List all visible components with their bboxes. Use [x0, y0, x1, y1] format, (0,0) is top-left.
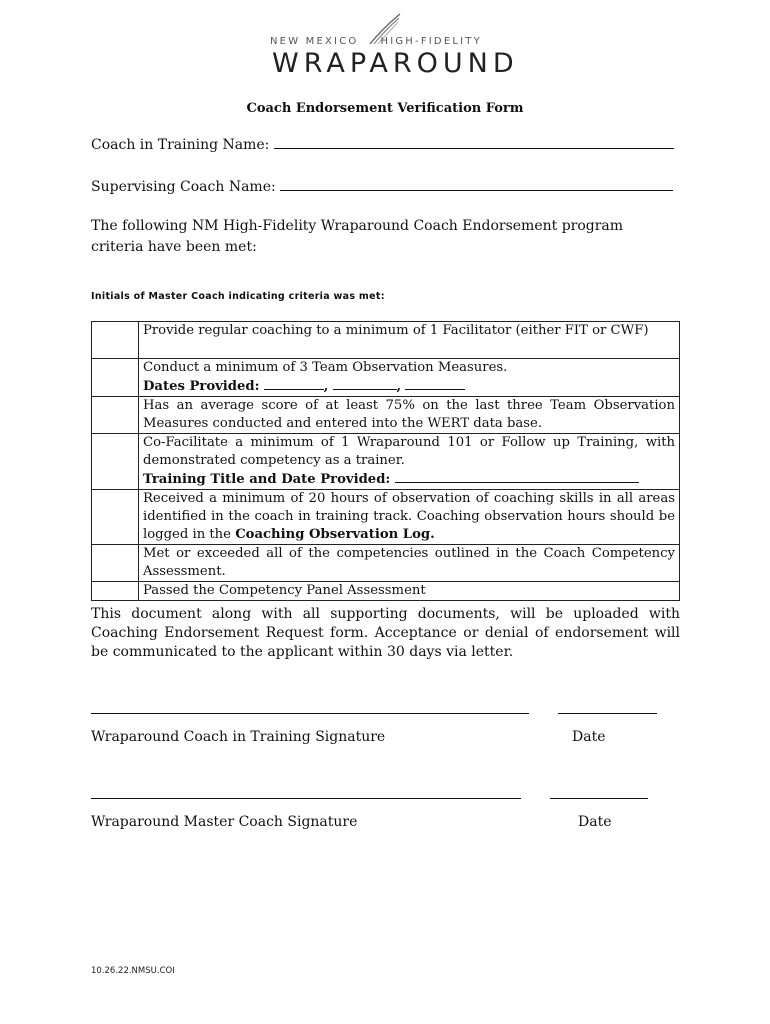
criteria-row [92, 582, 680, 601]
wraparound-logo [270, 12, 519, 79]
initials-cell[interactable] [92, 434, 139, 490]
initials-cell[interactable] [92, 322, 139, 359]
logo-text-high-fidelity: HIGH-FIDELITY [380, 36, 482, 47]
criteria-text: Passed the Competency Panel Assessment [139, 582, 680, 601]
criteria-cell [139, 490, 680, 545]
intro-paragraph: The following NM High-Fidelity Wraparound Coach Endorsement program criteria have been met: [91, 218, 624, 255]
initials-cell[interactable] [92, 490, 139, 545]
master-date-label: Date [578, 814, 612, 830]
coach-signature-label: Wraparound Coach in Training Signature [91, 729, 386, 745]
date-blank-3[interactable] [405, 377, 465, 390]
date-blank-1[interactable] [264, 377, 324, 390]
dates-provided-row: Dates Provided: , , [143, 377, 675, 396]
master-date-line[interactable] [550, 798, 648, 799]
training-title-row [143, 470, 675, 489]
coach-date-line[interactable] [558, 713, 657, 714]
criteria-text: Met or exceeded all of the competencies outlined in the Coach Competency Assessment. [139, 545, 680, 582]
logo-subtitle [270, 36, 510, 47]
form-title: Coach Endorsement Verification Form [246, 101, 524, 116]
initials-cell[interactable] [92, 582, 139, 601]
coaching-observation-log: Coaching Observation Log. [235, 527, 435, 542]
closing-paragraph: This document along with all supporting documents, will be uploaded with Coaching Endorsement Request form. Acceptance or denial of endorsement will be communicated to the applicant within 30 days via letter. [91, 606, 680, 660]
criteria-text: Conduct a minimum of 3 Team Observation Measures. [143, 360, 508, 375]
master-signature-line[interactable] [91, 798, 521, 799]
coach-in-training-label: Coach in Training Name: [91, 137, 270, 153]
footer-code: 10.26.22.NMSU.COI [91, 966, 175, 976]
logo-text-new-mexico: NEW MEXICO [270, 36, 359, 47]
criteria-text: Co-Facilitate a minimum of 1 Wraparound 101 or Follow up Training, with demonstrated competency as a trainer. [143, 435, 675, 468]
coach-in-training-blank[interactable] [274, 134, 674, 149]
date-blank-2[interactable] [333, 377, 397, 390]
initials-heading: Initials of Master Coach indicating criteria was met: [91, 291, 385, 302]
criteria-row [92, 490, 680, 545]
coach-in-training-row [91, 134, 674, 153]
criteria-cell [139, 434, 680, 490]
supervising-coach-label: Supervising Coach Name: [91, 179, 276, 195]
coach-date-label: Date [572, 729, 606, 745]
training-title-label: Training Title and Date Provided: [143, 472, 391, 487]
dates-provided-label: Dates Provided: [143, 379, 260, 394]
initials-cell[interactable] [92, 397, 139, 434]
criteria-row [92, 545, 680, 582]
criteria-text: Provide regular coaching to a minimum of 1 Facilitator (either FIT or CWF) [139, 322, 680, 359]
training-title-blank[interactable] [395, 470, 639, 483]
criteria-text: Received a minimum of 20 hours of observation of coaching skills in all areas identified in the coach in training track. Coaching observation hours should be logged in the [143, 491, 675, 542]
supervising-coach-row [91, 176, 673, 195]
criteria-cell [139, 359, 680, 397]
criteria-row [92, 359, 680, 397]
initials-cell[interactable] [92, 359, 139, 397]
master-signature-label: Wraparound Master Coach Signature [91, 814, 358, 830]
criteria-table [91, 321, 680, 601]
coach-signature-line[interactable] [91, 713, 529, 714]
criteria-row [92, 322, 680, 359]
criteria-row [92, 434, 680, 490]
criteria-text: Has an average score of at least 75% on the last three Team Observation Measures conducted and entered into the WERT data base. [139, 397, 680, 434]
criteria-row [92, 397, 680, 434]
logo-text-wraparound: WRAPAROUND [272, 48, 519, 79]
supervising-coach-blank[interactable] [280, 176, 673, 191]
initials-cell[interactable] [92, 545, 139, 582]
